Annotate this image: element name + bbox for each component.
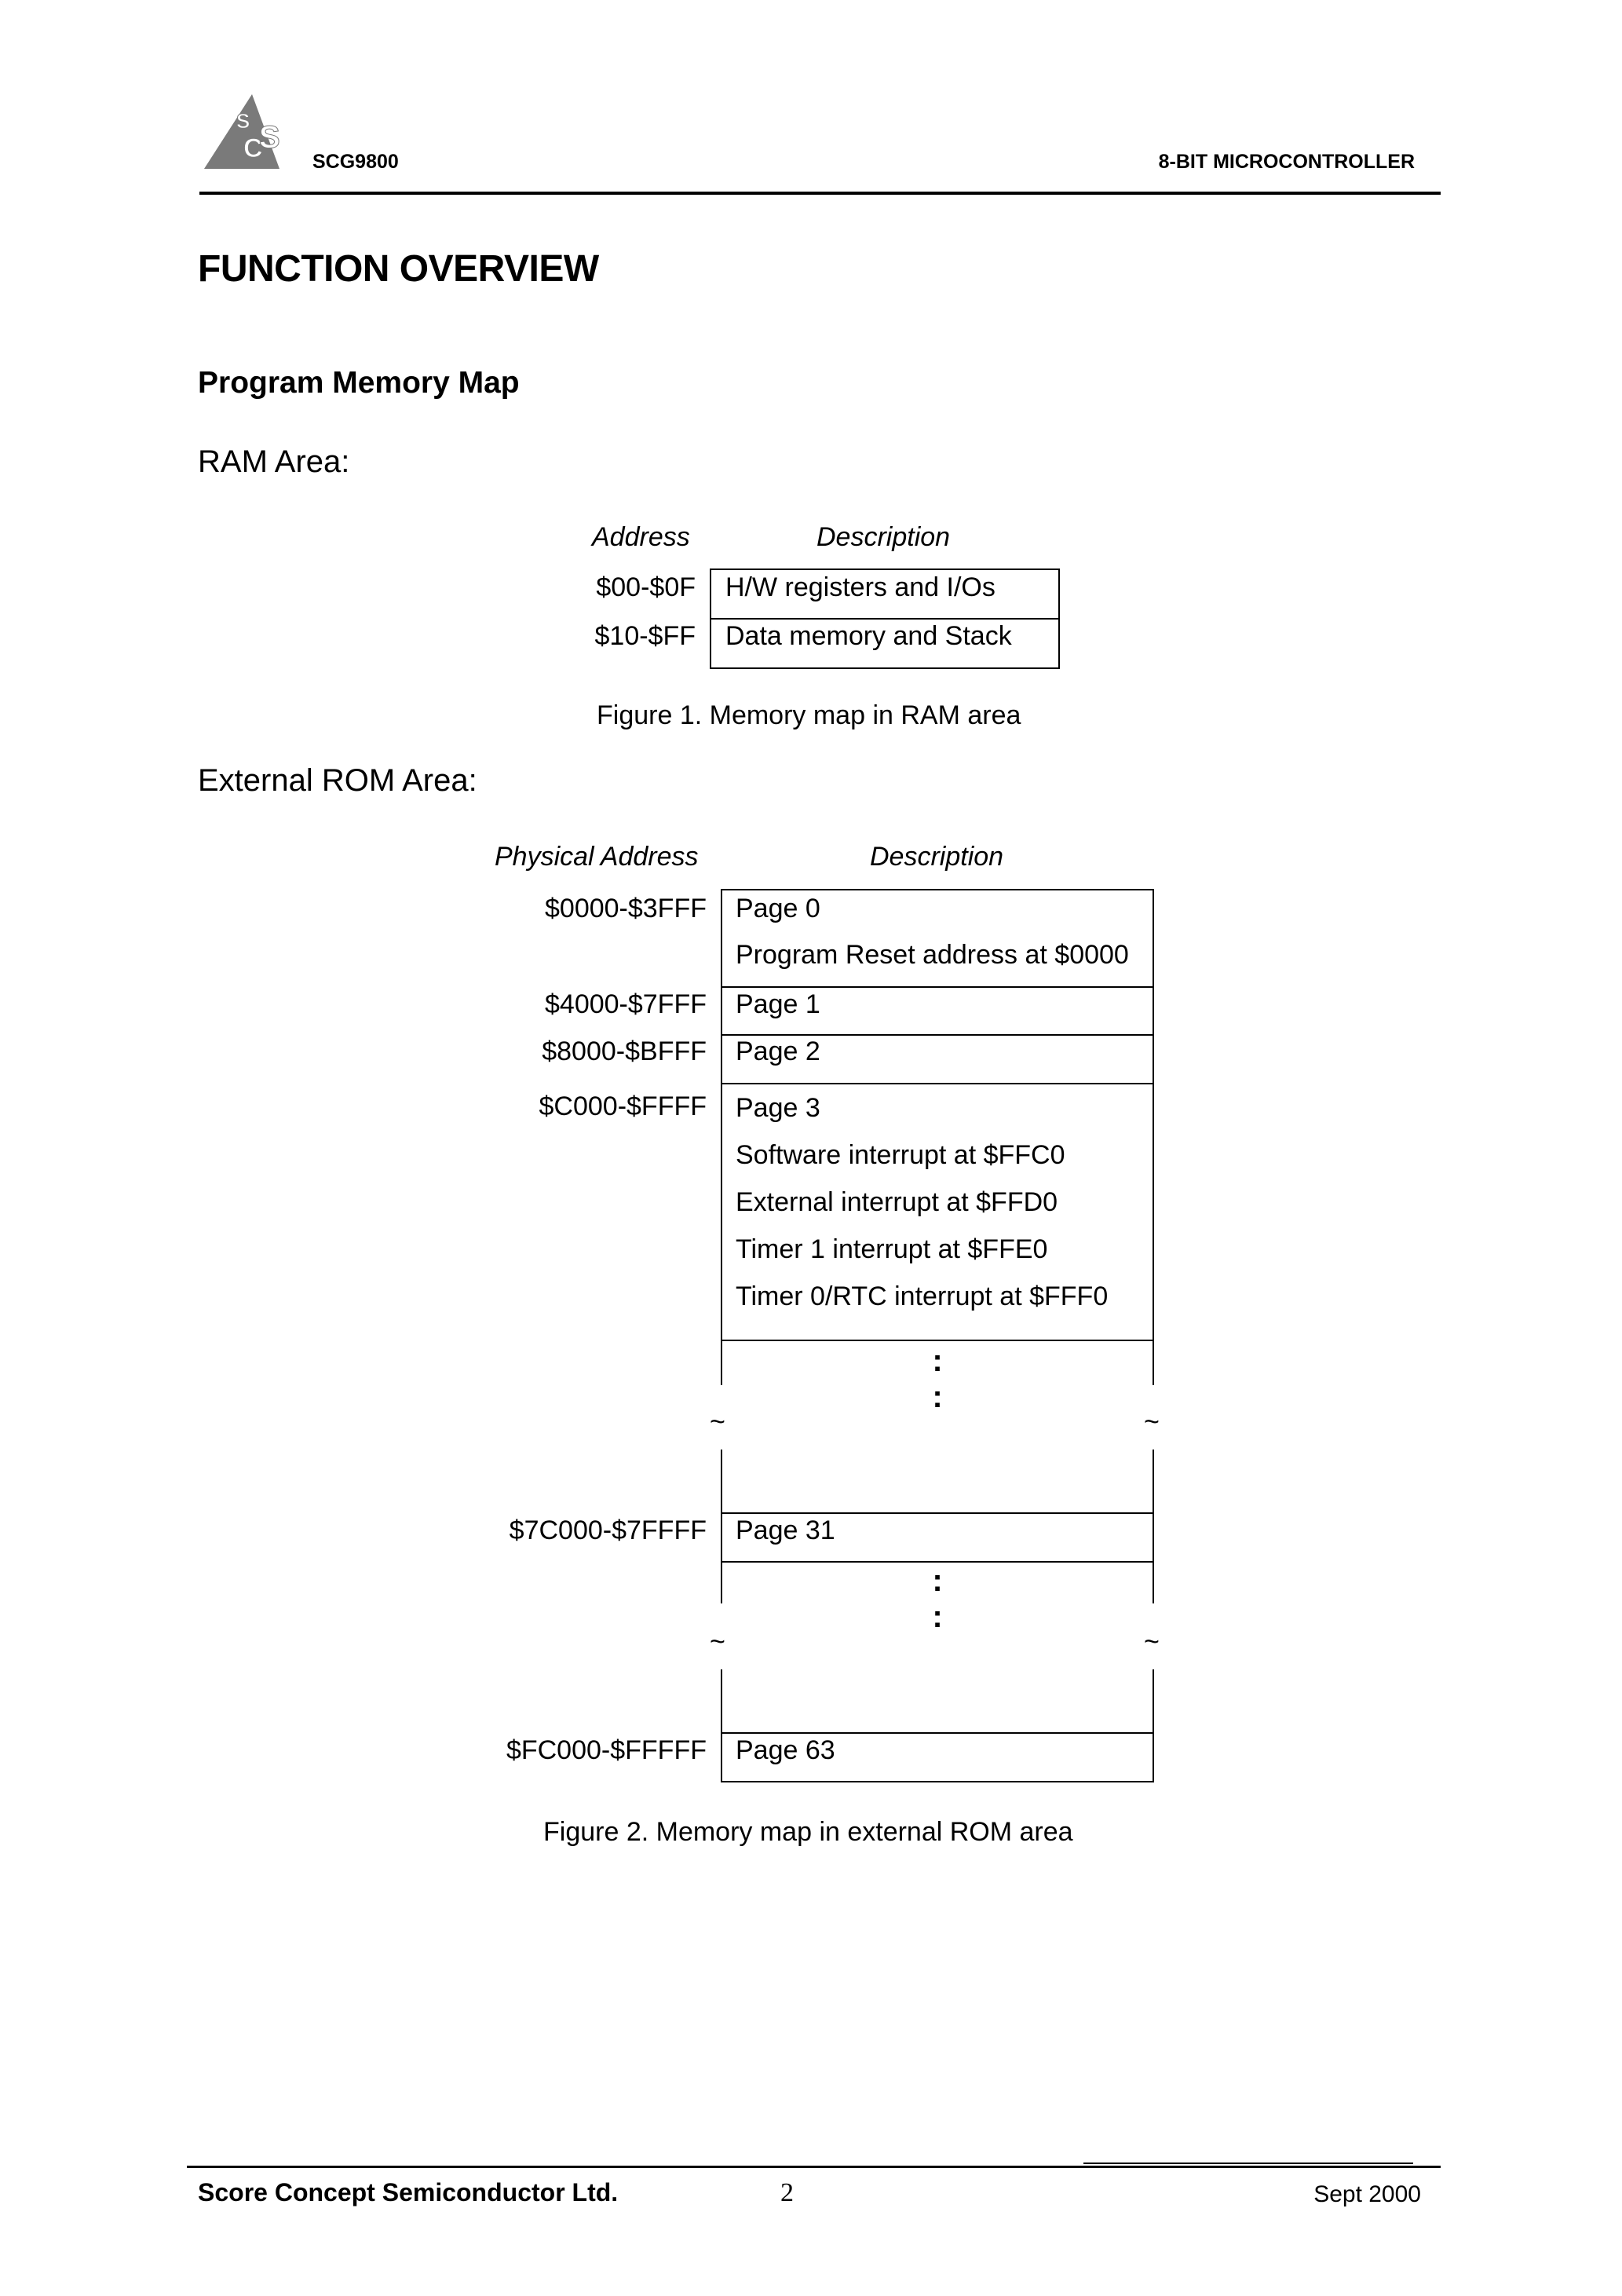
rom-ellipsis: :: [932, 1344, 943, 1378]
svg-text:S: S: [236, 109, 250, 133]
ram-row-address: $00-$0F: [596, 572, 696, 602]
rom-row-address: $FC000-$FFFFF: [506, 1735, 707, 1765]
rom-break-mark: ~: [710, 1627, 725, 1657]
ram-row-description: H/W registers and I/Os: [725, 572, 995, 602]
footer-date: Sept 2000: [1313, 2181, 1421, 2207]
company-logo: [203, 93, 281, 171]
rom-row-divider: [721, 1340, 1154, 1341]
rom-table-border: [1153, 1669, 1154, 1782]
rom-cell-line: Page 0: [736, 894, 820, 923]
footer-company: Score Concept Semiconductor Ltd.: [198, 2178, 619, 2206]
rom-cell-line: Program Reset address at $0000: [736, 940, 1129, 970]
ram-col-description: Description: [816, 522, 951, 552]
footer-page-number: 2: [780, 2178, 794, 2207]
svg-text:S: S: [259, 120, 280, 155]
rom-ellipsis: :: [932, 1563, 943, 1598]
rom-break-mark: ~: [1144, 1627, 1160, 1657]
rom-cell-line: Page 1: [736, 989, 820, 1019]
rom-col-address: Physical Address: [495, 842, 699, 872]
page-title: FUNCTION OVERVIEW: [198, 248, 599, 290]
rom-cell-line: External interrupt at $FFD0: [736, 1187, 1058, 1217]
header-product: SCG9800: [312, 151, 399, 173]
ram-row-address: $10-$FF: [594, 621, 696, 651]
rom-ellipsis: :: [932, 1600, 943, 1634]
rom-row-address: $4000-$7FFF: [545, 989, 707, 1019]
rom-break-mark: ~: [710, 1407, 725, 1437]
footer-rule-accent: [1083, 2163, 1413, 2164]
rom-table-border: [721, 889, 722, 1385]
rom-cell-line: Page 3: [736, 1093, 820, 1123]
footer-rule: [187, 2166, 1441, 2168]
rom-cell-line: Page 31: [736, 1515, 835, 1545]
rom-col-description: Description: [870, 842, 1004, 872]
rom-figure-caption: Figure 2. Memory map in external ROM area: [543, 1817, 1073, 1847]
rom-row-address: $0000-$3FFF: [545, 894, 707, 923]
rom-cell-line: Timer 0/RTC interrupt at $FFF0: [736, 1281, 1109, 1311]
rom-cell-line: Software interrupt at $FFC0: [736, 1140, 1065, 1170]
ram-figure-caption: Figure 1. Memory map in RAM area: [597, 700, 1021, 730]
rom-row-divider: [721, 1034, 1154, 1036]
rom-cell-line: Timer 1 interrupt at $FFE0: [736, 1234, 1048, 1264]
rom-row-divider: [721, 1732, 1154, 1734]
rom-row-address: $C000-$FFFF: [539, 1091, 707, 1121]
rom-cell-line: Page 2: [736, 1036, 820, 1066]
logo-triangle-icon: [203, 93, 281, 171]
rom-row-divider: [721, 889, 1154, 890]
section-title: Program Memory Map: [198, 366, 520, 400]
rom-row-address: $8000-$BFFF: [542, 1036, 707, 1066]
rom-break-mark: ~: [1144, 1407, 1160, 1437]
rom-table-border: [721, 1450, 722, 1603]
header-rule: [199, 192, 1441, 195]
rom-row-divider: [721, 1512, 1154, 1514]
rom-cell-line: Page 63: [736, 1735, 835, 1765]
ram-row-description: Data memory and Stack: [725, 621, 1012, 651]
ram-area-label: RAM Area:: [198, 444, 350, 479]
svg-text:C: C: [243, 133, 263, 163]
rom-row-divider: [721, 1781, 1154, 1782]
rom-row-divider: [721, 1083, 1154, 1084]
rom-area-label: External ROM Area:: [198, 763, 477, 798]
rom-table-border: [721, 1669, 722, 1782]
rom-table-border: [1153, 889, 1154, 1385]
ram-row-divider: [710, 618, 1060, 620]
rom-row-divider: [721, 986, 1154, 988]
rom-row-address: $7C000-$7FFFF: [509, 1515, 707, 1545]
header-category: 8-BIT MICROCONTROLLER: [1158, 151, 1415, 173]
rom-ellipsis: :: [932, 1380, 943, 1414]
ram-col-address: Address: [592, 522, 690, 552]
rom-table-border: [1153, 1450, 1154, 1603]
